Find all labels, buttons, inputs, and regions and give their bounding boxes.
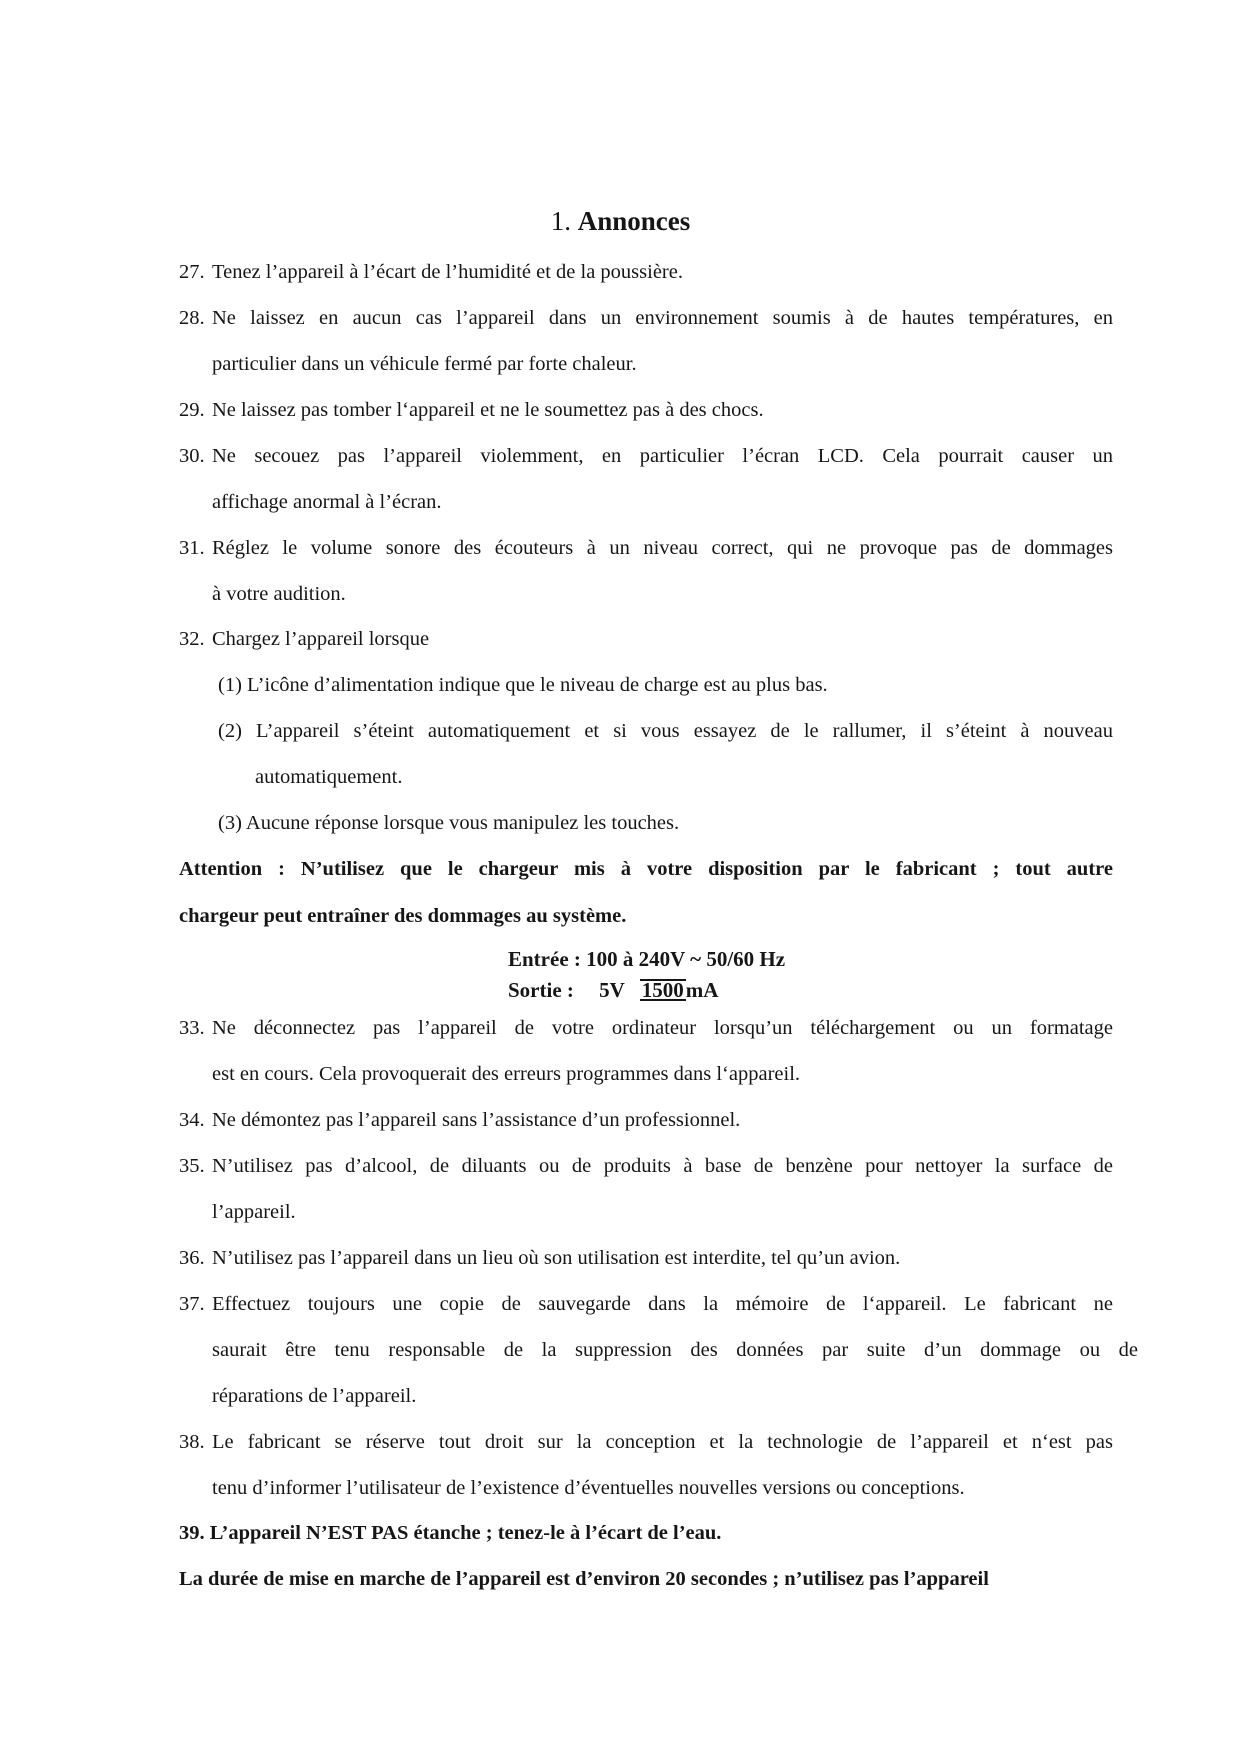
notice-item-30-cont: affichage anormal à l’écran. <box>212 491 442 513</box>
notice-item-38-cont: tenu d’informer l’utilisateur de l’existence d’éventuelles nouvelles versions ou conceptions. <box>212 1477 965 1499</box>
item-text: N’utilisez pas l’appareil dans un lieu où son utilisation est interdite, tel qu’un avion. <box>212 1247 901 1269</box>
item-text: Effectuez toujours une copie de sauvegarde dans la mémoire de l‘appareil. Le fabricant ne <box>212 1293 1113 1315</box>
item-number: 34. <box>179 1109 205 1131</box>
spec-output-label: Sortie : <box>508 978 574 1002</box>
item-text: Ne laissez pas tomber l‘appareil et ne le soumettez pas à des chocs. <box>212 399 764 421</box>
item-number: 27. <box>179 261 205 283</box>
notice-item-27 <box>179 258 1113 286</box>
final-note: La durée de mise en marche de l’appareil est d’environ 20 secondes ; n’utilisez pas l’appareil <box>179 1568 989 1590</box>
section-number: 1. <box>550 206 571 236</box>
item-number: 31. <box>179 537 205 559</box>
spec-output-unit: mA <box>685 978 719 1002</box>
item-number: 28. <box>179 307 205 329</box>
item-number: 36. <box>179 1247 205 1269</box>
notice-item-36 <box>179 1244 1113 1272</box>
notice-item-28 <box>179 304 1113 332</box>
notice-item-35-cont: l’appareil. <box>212 1201 296 1223</box>
item-text: Ne déconnectez pas l’appareil de votre ordinateur lorsqu’un téléchargement ou un formatage <box>212 1017 1113 1039</box>
item-text: Ne laissez en aucun cas l’appareil dans un environnement soumis à de hautes températures, en <box>212 307 1113 329</box>
item-text: Ne démontez pas l’appareil sans l’assistance d’un professionnel. <box>212 1109 741 1131</box>
sub-item-3: (3) Aucune réponse lorsque vous manipulez les touches. <box>218 812 680 834</box>
spec-output-voltage: 5V <box>599 978 625 1002</box>
notice-item-28-cont: particulier dans un véhicule fermé par forte chaleur. <box>212 353 637 375</box>
sub-item-1: (1) L’icône d’alimentation indique que le niveau de charge est au plus bas. <box>218 674 828 696</box>
notice-item-37-cont: saurait être tenu responsable de la suppression des données par suite d’un dommage ou de <box>212 1339 1138 1361</box>
item-text: Tenez l’appareil à l’écart de l’humidité et de la poussière. <box>212 261 683 283</box>
sub-item-2: (2) L’appareil s’éteint automatiquement et si vous essayez de le rallumer, il s’éteint à nouveau <box>218 720 1113 742</box>
notice-item-37 <box>179 1290 1113 1318</box>
item-number: 38. <box>179 1431 205 1453</box>
attention-warning: Attention : N’utilisez que le chargeur mis à votre disposition par le fabricant ; tout autre <box>179 858 1113 880</box>
notice-item-31-cont: à votre audition. <box>212 583 346 605</box>
notice-item-39: 39. L’appareil N’EST PAS étanche ; tenez-le à l’écart de l’eau. <box>179 1522 722 1544</box>
notice-item-38 <box>179 1428 1113 1456</box>
item-number: 29. <box>179 399 205 421</box>
notice-item-29 <box>179 396 1113 424</box>
item-number: 30. <box>179 445 205 467</box>
spec-input: Entrée : 100 à 240V ~ 50/60 Hz <box>508 947 786 971</box>
notice-item-31 <box>179 534 1113 562</box>
item-text: Ne secouez pas l’appareil violemment, en particulier l’écran LCD. Cela pourrait causer un <box>212 445 1113 467</box>
notice-item-37-cont2: réparations de l’appareil. <box>212 1385 417 1407</box>
section-heading <box>0 203 1241 239</box>
item-number: 32. <box>179 628 205 650</box>
item-number: 35. <box>179 1155 205 1177</box>
notice-item-32 <box>179 625 1113 653</box>
notice-item-35 <box>179 1152 1113 1180</box>
item-text: N’utilisez pas d’alcool, de diluants ou de produits à base de benzène pour nettoyer la surface de <box>212 1155 1113 1177</box>
spec-output-current: 1500 <box>641 978 684 1002</box>
section-title: Annonces <box>577 206 691 236</box>
item-text: Réglez le volume sonore des écouteurs à un niveau correct, qui ne provoque pas de dommages <box>212 537 1113 559</box>
spec-output <box>508 976 718 1004</box>
notice-item-30 <box>179 442 1113 470</box>
item-text: Le fabricant se réserve tout droit sur la conception et la technologie de l’appareil et n‘est pas <box>212 1431 1113 1453</box>
item-number: 33. <box>179 1017 205 1039</box>
attention-warning-cont: chargeur peut entraîner des dommages au système. <box>179 905 627 927</box>
notice-item-34 <box>179 1106 1113 1134</box>
notice-item-33 <box>179 1014 1113 1042</box>
sub-item-2-cont: automatiquement. <box>255 766 403 788</box>
item-number: 37. <box>179 1293 205 1315</box>
notice-item-33-cont: est en cours. Cela provoquerait des erreurs programmes dans l‘appareil. <box>212 1063 801 1085</box>
item-text: Chargez l’appareil lorsque <box>212 628 430 650</box>
